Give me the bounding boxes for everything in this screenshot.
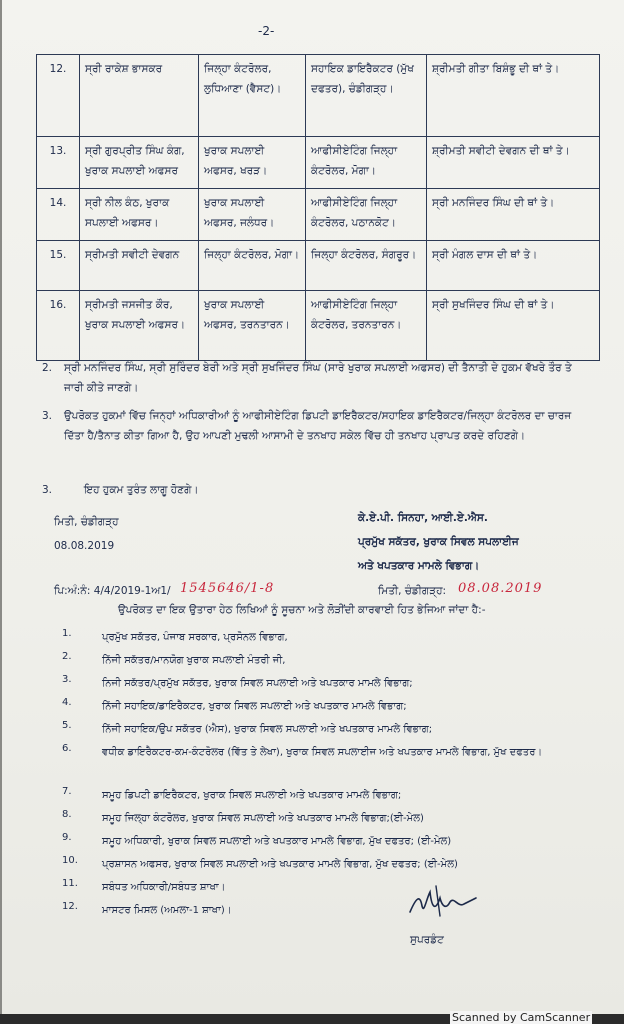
list-item bbox=[54, 805, 584, 828]
list-item-number: 8. bbox=[62, 809, 72, 820]
issue-date: 08.08.2019 bbox=[54, 540, 115, 552]
para3-number: 3. bbox=[42, 410, 53, 422]
vice-officer: ਸ੍ਰੀ ਮੰਗਲ ਦਾਸ ਦੀ ਥਾਂ ਤੇ। bbox=[427, 241, 600, 291]
list-item-text: ਸਬੰਧਤ ਅਧਿਕਾਰੀ/ਸਬੰਧਤ ਸ਼ਾਖਾ। bbox=[102, 882, 226, 893]
current-post: ਜਿਲ੍ਹਾ ਕੰਟਰੋਲਰ, ਲੁਧਿਆਣਾ (ਵੈਸਟ)। bbox=[199, 55, 306, 137]
list-item-number: 11. bbox=[62, 878, 78, 889]
list-item-text: ਨਿੱਜੀ ਸਹਾਇਕ/ਉਪ ਸਕੱਤਰ (ਐਸ), ਖੁਰਾਕ ਸਿਵਲ ਸਪਲਾਈ ਅਤੇ ਖਪਤਕਾਰ ਮਾਮਲੇ ਵਿਭਾਗ; bbox=[102, 724, 433, 735]
endorsement-label: ਪਿ:ਅੰ:ਨੰ: 4/4/2019-1ਅ1/ bbox=[54, 585, 171, 597]
list-item bbox=[54, 670, 584, 693]
vice-officer: ਸ੍ਰੀ ਸੁਖਜਿੰਦਰ ਸਿੰਘ ਦੀ ਥਾਂ ਤੇ। bbox=[427, 291, 600, 361]
new-post: ਸਹਾਇਕ ਡਾਇਰੈਕਟਰ (ਮੁੱਖ ਦਫਤਰ), ਚੰਡੀਗੜ੍ਹ। bbox=[306, 55, 427, 137]
list-item-number: 10. bbox=[62, 855, 78, 866]
new-post: ਜਿਲ੍ਹਾ ਕੰਟਰੋਲਰ, ਸੰਗਰੂਰ। bbox=[306, 241, 427, 291]
list-item-number: 4. bbox=[62, 697, 72, 708]
list-item bbox=[54, 624, 584, 647]
officer-name: ਸ੍ਰੀ ਗੁਰਪ੍ਰੀਤ ਸਿੰਘ ਕੰਗ, ਖੁਰਾਕ ਸਪਲਾਈ ਅਫਸਰ bbox=[80, 137, 199, 189]
endorsement-date-handwritten: 08.08.2019 bbox=[458, 581, 543, 596]
vice-officer: ਸ਼੍ਰੀਮਤੀ ਗੀਤਾ ਬਿਸ਼ੰਭੂ ਦੀ ਥਾਂ ਤੇ। bbox=[427, 55, 600, 137]
endorsement-date-label: ਮਿਤੀ, ਚੰਡੀਗੜ੍ਹ: bbox=[378, 585, 447, 597]
list-item-text: ਨਿੱਜੀ ਸਹਾਇਕ/ਡਾਇਰੈਕਟਰ, ਖੁਰਾਕ ਸਿਵਲ ਸਪਲਾਈ ਅਤੇ ਖਪਤਕਾਰ ਮਾਮਲੇ ਵਿਭਾਗ; bbox=[102, 701, 407, 712]
distribution-list bbox=[54, 624, 584, 920]
scanner-watermark: Scanned by CamScanner bbox=[452, 1011, 591, 1024]
signature-icon bbox=[406, 880, 478, 924]
list-item-text: ਪ੍ਰਸ਼ਾਸਨ ਅਫਸਰ, ਖੁਰਾਕ ਸਿਵਲ ਸਪਲਾਈ ਅਤੇ ਖਪਤਕਾਰ ਮਾਮਲੇ ਵਿਭਾਗ, ਮੁੱਖ ਦਫਤਰ; (ਈ-ਮੇਲ) bbox=[102, 859, 458, 870]
vice-officer: ਸ੍ਰੀ ਮਨਜਿੰਦਰ ਸਿੰਘ ਦੀ ਥਾਂ ਤੇ। bbox=[427, 189, 600, 241]
list-item-text: ਪ੍ਰਮੁੱਖ ਸਕੱਤਰ, ਪੰਜਾਬ ਸਰਕਾਰ, ਪ੍ਰਸੋਨਲ ਵਿਭਾਗ, bbox=[102, 632, 288, 643]
endorsement-number-handwritten: 1545646/1-8 bbox=[180, 581, 275, 596]
list-item-number: 5. bbox=[62, 720, 72, 731]
list-item bbox=[54, 897, 584, 920]
list-item-text: ਨਿੱਜੀ ਸਕੱਤਰ/ਮਾਨਯੋਗ ਖੁਰਾਕ ਸਪਲਾਈ ਮੰਤਰੀ ਜੀ, bbox=[102, 655, 286, 666]
table-row bbox=[37, 189, 600, 241]
page-number: -2- bbox=[258, 24, 275, 38]
list-item bbox=[54, 851, 584, 874]
current-post: ਖੁਰਾਕ ਸਪਲਾਈ ਅਫਸਰ, ਖਰੜ। bbox=[199, 137, 306, 189]
list-item-text: ਸਮੂਹ ਡਿਪਟੀ ਡਾਇਰੈਕਟਰ, ਖੁਰਾਕ ਸਿਵਲ ਸਪਲਾਈ ਅਤੇ ਖਪਤਕਾਰ ਮਾਮਲੇ ਵਿਭਾਗ; bbox=[102, 790, 402, 801]
list-item-text: ਨਿਜੀ ਸਕੱਤਰ/ਪ੍ਰਮੁੱਖ ਸਕੱਤਰ, ਖੁਰਾਕ ਸਿਵਲ ਸਪਲਾਈ ਅਤੇ ਖਪਤਕਾਰ ਮਾਮਲੇ ਵਿਭਾਗ; bbox=[102, 678, 413, 689]
signatory-name: ਕੇ.ਏ.ਪੀ. ਸਿਨਹਾ, ਆਈ.ਏ.ਐਸ. bbox=[358, 512, 488, 524]
row-number: 12. bbox=[37, 55, 80, 137]
list-item bbox=[54, 647, 584, 670]
list-item-text: ਵਧੀਕ ਡਾਇਰੈਕਟਰ-ਕਮ-ਕੰਟਰੋਲਰ (ਵਿੱਤ ਤੇ ਲੇਖਾ), ਖੁਰਾਕ ਸਿਵਲ ਸਪਲਾਈਜ ਅਤੇ ਖਪਤਕਾਰ ਮਾਮਲੇ ਵਿਭਾਗ, ਮੁੱਖ ਦਫਤਰ। bbox=[102, 747, 543, 758]
list-item-number: 3. bbox=[62, 674, 72, 685]
row-number: 14. bbox=[37, 189, 80, 241]
list-item bbox=[54, 874, 584, 897]
signatory-title-line2: ਅਤੇ ਖਪਤਕਾਰ ਮਾਮਲੇ ਵਿਭਾਗ। bbox=[358, 560, 480, 572]
new-post: ਆਫੀਸੀਏਟਿੰਗ ਜਿਲ੍ਹਾ ਕੰਟਰੋਲਰ, ਪਠਾਨਕੋਟ। bbox=[306, 189, 427, 241]
para2-text: ਸ੍ਰੀ ਮਨਜਿੰਦਰ ਸਿੰਘ, ਸ੍ਰੀ ਸੁਰਿੰਦਰ ਬੇਰੀ ਅਤੇ ਸ੍ਰੀ ਸੁਖਜਿੰਦਰ ਸਿੰਘ (ਸਾਰੇ ਖੁਰਾਕ ਸਪਲਾਈ ਅਫਸਰ) ਦੀ ਤੈਨਾਤੀ ਦੇ ਹੁਕਮ ਵੱਖਰੇ ਤੌਰ ਤੇ ਜਾਰੀ ਕੀਤੇ ਜਾਣਗੇ। bbox=[64, 362, 572, 394]
officer-name: ਸ੍ਰੀ ਨੀਲ ਕੰਠ, ਖੁਰਾਕ ਸਪਲਾਈ ਅਫਸਰ। bbox=[80, 189, 199, 241]
signatory-title-line1: ਪ੍ਰਮੁੱਖ ਸਕੱਤਰ, ਖੁਰਾਕ ਸਿਵਲ ਸਪਲਾਈਜ bbox=[358, 536, 519, 548]
new-post: ਆਫੀਸੀਏਟਿੰਗ ਜਿਲ੍ਹਾ ਕੰਟਰੋਲਰ, ਮੋਗਾ। bbox=[306, 137, 427, 189]
para4-number: 3. bbox=[42, 484, 53, 496]
list-item-number: 12. bbox=[62, 901, 78, 912]
list-item-number: 9. bbox=[62, 832, 72, 843]
table-row bbox=[37, 291, 600, 361]
issue-place: ਮਿਤੀ, ਚੰਡੀਗੜ੍ਹ bbox=[54, 516, 119, 528]
list-item bbox=[54, 693, 584, 716]
list-item bbox=[54, 716, 584, 739]
para4-text: ਇਹ ਹੁਕਮ ਤੁਰੰਤ ਲਾਗੂ ਹੋਣਗੇ। bbox=[84, 484, 199, 496]
list-item-text: ਮਾਸਟਰ ਮਿਸਲ (ਅਮਲਾ-1 ਸ਼ਾਖਾ)। bbox=[102, 905, 232, 916]
list-item-text: ਸਮੂਹ ਜਿਲ੍ਹਾ ਕੰਟਰੋਲਰ, ਖੁਰਾਕ ਸਿਵਲ ਸਪਲਾਈ ਅਤੇ ਖਪਤਕਾਰ ਮਾਮਲੇ ਵਿਭਾਗ;(ਈ-ਮੇਲ) bbox=[102, 813, 424, 824]
current-post: ਖੁਰਾਕ ਸਪਲਾਈ ਅਫਸਰ, ਤਰਨਤਾਰਨ। bbox=[199, 291, 306, 361]
superintendent-label: ਸੁਪਰਡੰਟ bbox=[410, 934, 444, 946]
officer-name: ਸ੍ਰੀ ਰਾਕੇਸ਼ ਭਾਸਕਰ bbox=[80, 55, 199, 137]
table-row bbox=[37, 241, 600, 291]
para2-number: 2. bbox=[42, 362, 53, 374]
list-item bbox=[54, 828, 584, 851]
table-row bbox=[37, 55, 600, 137]
para3-text: ਉਪਰੋਕਤ ਹੁਕਮਾਂ ਵਿੱਚ ਜਿਨ੍ਹਾਂ ਅਧਿਕਾਰੀਆਂ ਨੂੰ ਆਫੀਸੀਏਟਿੰਗ ਡਿਪਟੀ ਡਾਇਰੈਕਟਰ/ਸਹਾਇਕ ਡਾਇਰੈਕਟਰ/ਜਿਲ੍ਹਾ ਕੰਟਰੋਲਰ ਦਾ ਚਾਰਜ ਦਿੱਤਾ ਹੈ/ਤੈਨਾਤ ਕੀਤਾ ਗਿਆ ਹੈ, ਉਹ ਆਪਣੀ ਮੁਢਲੀ ਆਸਾਮੀ ਦੇ ਤਨਖਾਹ ਸਕੇਲ ਵਿੱਚ ਹੀ ਤਨਖਾਹ ਪ੍ਰਾਪਤ ਕਰਦੇ ਰਹਿਣਗੇ। bbox=[64, 410, 572, 442]
list-item-number: 2. bbox=[62, 651, 72, 662]
row-number: 13. bbox=[37, 137, 80, 189]
transfer-table bbox=[36, 54, 600, 361]
row-number: 16. bbox=[37, 291, 80, 361]
current-post: ਖੁਰਾਕ ਸਪਲਾਈ ਅਫਸਰ, ਜਲੰਧਰ। bbox=[199, 189, 306, 241]
vice-officer: ਸ਼੍ਰੀਮਤੀ ਸਵੀਟੀ ਦੇਵਗਨ ਦੀ ਥਾਂ ਤੇ। bbox=[427, 137, 600, 189]
copy-forward-line: ਉਪਰੋਕਤ ਦਾ ਇਕ ਉਤਾਰਾ ਹੇਠ ਲਿਖਿਆਂ ਨੂੰ ਸੂਚਨਾ ਅਤੇ ਲੋੜੀਂਦੀ ਕਾਰਵਾਈ ਹਿਤ ਭੇਜਿਆ ਜਾਂਦਾ ਹੈ:- bbox=[118, 604, 486, 616]
document-page bbox=[2, 0, 624, 1014]
list-item bbox=[54, 739, 584, 782]
table-row bbox=[37, 137, 600, 189]
list-item bbox=[54, 782, 584, 805]
new-post: ਆਫੀਸੀਏਟਿੰਗ ਜਿਲ੍ਹਾ ਕੰਟਰੋਲਰ, ਤਰਨਤਾਰਨ। bbox=[306, 291, 427, 361]
row-number: 15. bbox=[37, 241, 80, 291]
list-item-number: 7. bbox=[62, 786, 72, 797]
list-item-number: 6. bbox=[62, 743, 72, 754]
officer-name: ਸ੍ਰੀਮਤੀ ਜਸਜੀਤ ਕੌਰ, ਖੁਰਾਕ ਸਪਲਾਈ ਅਫਸਰ। bbox=[80, 291, 199, 361]
list-item-number: 1. bbox=[62, 628, 72, 639]
list-item-text: ਸਮੂਹ ਅਧਿਕਾਰੀ, ਖੁਰਾਕ ਸਿਵਲ ਸਪਲਾਈ ਅਤੇ ਖਪਤਕਾਰ ਮਾਮਲੇ ਵਿਭਾਗ, ਮੁੱਖ ਦਫਤਰ; (ਈ-ਮੇਲ) bbox=[102, 836, 452, 847]
current-post: ਜਿਲ੍ਹਾ ਕੰਟਰੋਲਰ, ਮੋਗਾ। bbox=[199, 241, 306, 291]
officer-name: ਸ੍ਰੀਮਤੀ ਸਵੀਟੀ ਦੇਵਗਨ bbox=[80, 241, 199, 291]
